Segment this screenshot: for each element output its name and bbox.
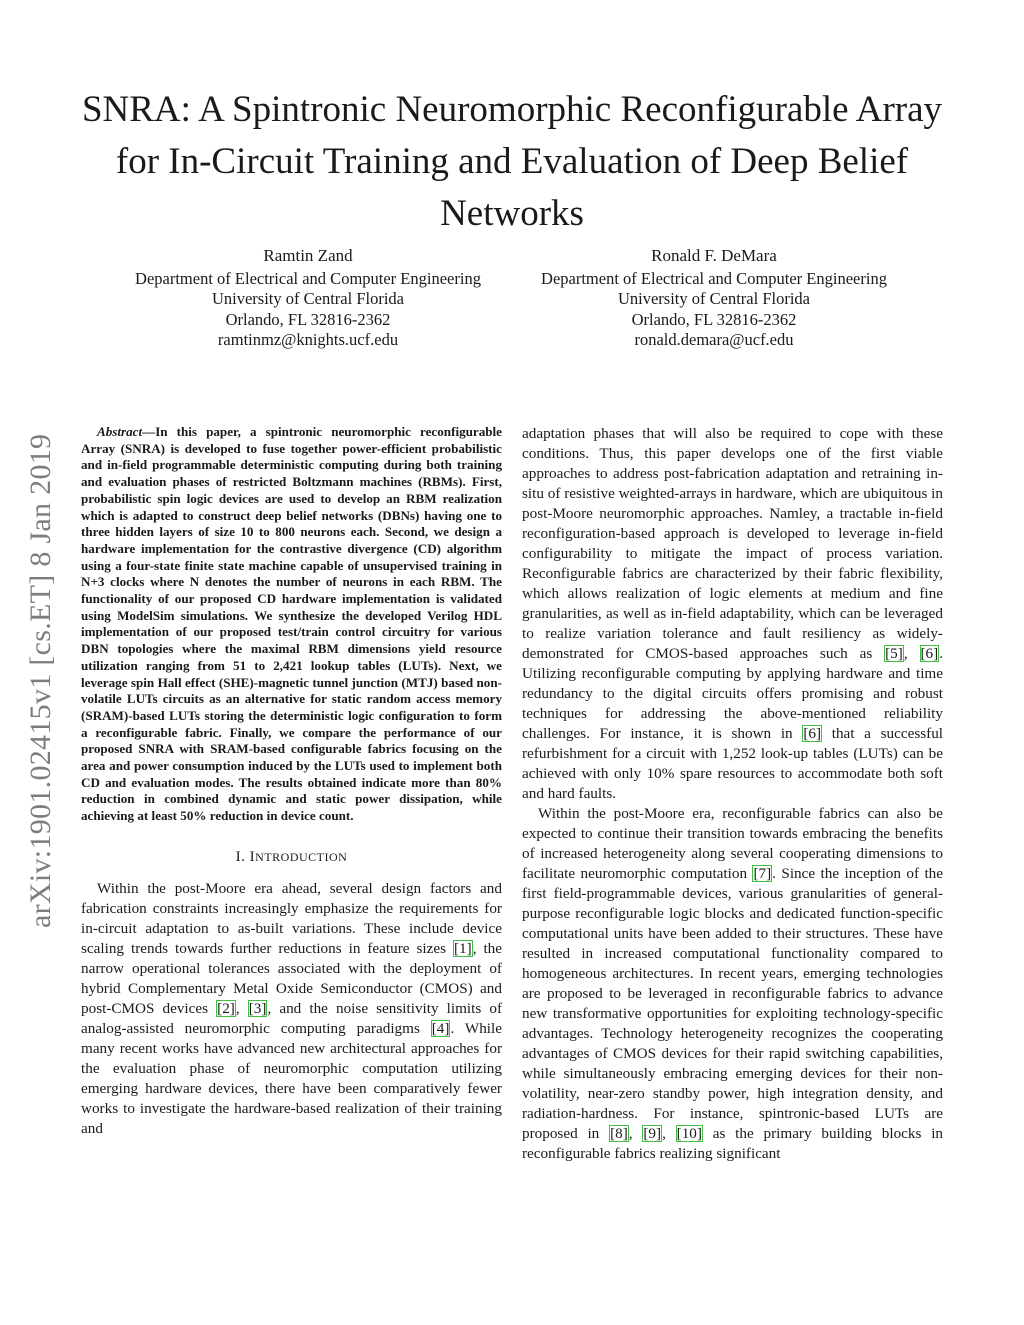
left-column [81, 424, 502, 1139]
citation-link[interactable]: [5] [885, 645, 903, 662]
section-heading-introduction: I. INTRODUCTION [235, 848, 348, 865]
citation-link[interactable]: [6] [920, 645, 939, 662]
citation-link[interactable]: [3] [248, 999, 267, 1017]
paper-title: SNRA: A Spintronic Neuromorphic Reconfigurable Array for In-Circuit Training and Evaluation of Deep Belief Networks [81, 89, 943, 234]
author-email: ramtinmz@knights.ucf.edu [217, 330, 399, 349]
author-university: University of Central Florida [211, 289, 404, 308]
author-name: Ronald F. DeMara [651, 246, 777, 265]
body-paragraph-continued: adaptation phases that will also be required to cope with these conditions. Thus, this paper develops one of the first viable approaches to address post-fabrication adaptation and retraining in-situ of resistive weighted-arrays in hardware, which are ubiquitous in post-Moore neuromorphic approaches. Namley, a tractable in-field reconfiguration-based approach is developed to leverage in-field configurability to mitigate the impact of process variation. Reconfigurable fabrics are characterized by their fabric flexibility, which allows realization of logic elements at medium and fine granularities, as well as in-field adaptability, which can be leveraged to realize variation tolerance and fault resiliency as widely-demonstrated for CMOS-based approaches such as [5], [6]. Utilizing reconfigurable computing by applying hardware and time redundancy to the digital circuits offers promising and robust techniques for addressing the above-mentioned reliability challenges. For instance, it is shown in [6] that a successful refurbishment for a circuit with 1,252 look-up tables (LUTs) can be achieved with only 10% spare resources to accommodate both soft and hard faults. [522, 425, 944, 802]
abstract-body: —In this paper, a spintronic neuromorphic reconfigurable Array (SNRA) is developed to fuse together power-efficient probabilistic and in-field programmable deterministic computing during both training and evaluation phases of restricted Boltzmann machines (RBMs). First, probabilistic spin logic devices are used to develop an RBM realization which is adapted to construct deep belief networks (DBNs) having one to three hidden layers of size 10 to 800 neurons each. Second, we design a hardware implementation for the contrastive divergence (CD) algorithm using a four-state finite state machine capable of unsupervised training in N+3 clocks where N denotes the number of neurons in each RBM. The functionality of our proposed CD hardware implementation is validated using ModelSim simulations. We synthesize the developed Verilog HDL implementation of our proposed test/train control circuitry for various DBN topologies where the maximal RBM dimensions yield resource utilization ranging from 51 to 2,421 lookup tables (LUTs). Next, we leverage spin Hall effect (SHE)-magnetic tunnel junction (MTJ) based non-volatile LUTs circuits as an alternative for static random access memory (SRAM)-based LUTs storing the deterministic logic configuration to form a reconfigurable fabric. Finally, we compare the performance of our proposed SNRA with SRAM-based configurable fabrics focusing on the area and power consumption induced by the LUTs used to implement both CD and evaluation modes. The results obtained indicate more than 80% reduction in combined dynamic and static power dissipation, while achieving at least 50% reduction in device count. [81, 424, 502, 824]
author-name: Ramtin Zand [263, 246, 353, 265]
intro-paragraph-1: Within the post-Moore era ahead, several design factors and fabrication constraints increasingly emphasize the requirements for in-circuit adaptation to as-built variations. These include device scaling trends towards further reductions in feature sizes [1], the narrow operational tolerances associated with the deployment of hybrid Complementary Metal Oxide Semiconductor (CMOS) and post-CMOS devices [2], [3], and the noise sensitivity limits of analog-assisted neuromorphic computing paradigms [4]. While many recent works have advanced new architectural approaches for the evaluation phase of neuromorphic computation utilizing emerging hardware devices, there have been comparatively fewer works to investigate the hardware-based realization of their training and [81, 879, 503, 1137]
citation-link[interactable]: [8] [610, 1125, 628, 1142]
citation-link[interactable]: [4] [431, 1019, 450, 1037]
abstract-label: Abstract [97, 424, 143, 439]
author-department: Department of Electrical and Computer Engineering [541, 268, 887, 288]
citation-link[interactable]: [10] [676, 1125, 702, 1142]
citation-link[interactable]: [6] [803, 725, 822, 742]
author-city: Orlando, FL 32816-2362 [631, 309, 797, 329]
right-column [522, 424, 943, 1164]
body-paragraph-2: Within the post-Moore era, reconfigurable fabrics can also be expected to continue their transition towards embracing the benefits of increased heterogeneity along several cooperating dimensions to facilitate neuromorphic computation [7]. Since the inception of the first field-programmable devices, various granularities of general-purpose reconfigurable logic blocks and dedicated function-specific computational units have been added to their structures. These have resulted in increased computational functionality compared to homogeneous architectures. In recent years, emerging technologies are proposed to be leveraged in reconfigurable fabrics to advance new transformative opportunities for exploiting technology-specific advantages. Technology heterogeneity recognizes the cooperating advantages of CMOS devices for their rapid switching capabilities, while simultaneously embracing emerging devices for their non-volatility, near-zero standby power, high integration density, and radiation-hardness. For instance, spintronic-based LUTs are proposed in [8], [9], [10] as the primary building blocks in reconfigurable fabrics realizing significant [522, 805, 944, 1162]
author-block-1 [98, 246, 518, 351]
author-university: University of Central Florida [617, 289, 810, 308]
author-email: ronald.demara@ucf.edu [634, 330, 794, 349]
author-block-2 [504, 246, 924, 351]
citation-link[interactable]: [7] [753, 865, 772, 882]
citation-link[interactable]: [2] [217, 999, 235, 1017]
citation-link[interactable]: [9] [643, 1125, 662, 1142]
author-department: Department of Electrical and Computer Engineering [135, 268, 481, 288]
arxiv-identifier: arXiv:1901.02415v1 [cs.ET] 8 Jan 2019 [24, 433, 57, 928]
citation-link[interactable]: [1] [453, 939, 472, 957]
abstract [81, 424, 502, 825]
author-city: Orlando, FL 32816-2362 [225, 309, 391, 329]
